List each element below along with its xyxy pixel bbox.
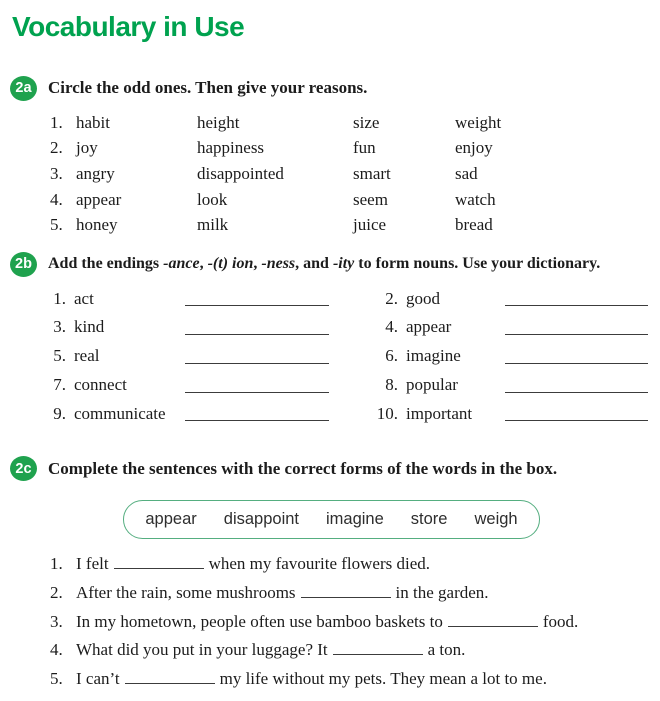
row-number: 5. [50,215,63,235]
exercise-2c [0,456,660,694]
sentence-number: 3. [50,611,63,631]
base-word: kind [74,317,105,337]
word-box-item: imagine [326,510,384,529]
sentence-text: After the rain, some mushrooms in the garden. [76,582,489,602]
word-box [123,500,540,539]
answer-blank [505,400,652,429]
word: seem [353,189,388,209]
exercise-badge-2c: 2c [10,456,37,481]
row-number: 1. [50,112,63,132]
word: disappointed [197,163,284,183]
sentence [50,550,650,579]
odd-one-row [50,187,660,213]
base-word: appear [406,317,452,337]
word: habit [76,112,110,132]
base-word: communicate [74,403,166,423]
item-number: 4. [385,317,398,337]
exercise-badge-2b: 2b [10,252,37,277]
word: height [197,112,240,132]
word: fun [353,138,376,158]
sentence [50,636,650,665]
noun-forming-row [48,400,652,429]
item-number: 7. [53,374,66,394]
word: sad [455,163,478,183]
word: joy [76,138,98,158]
noun-forming-row [48,285,652,314]
word: smart [353,163,391,183]
base-word: good [406,288,440,308]
word-box-item: store [410,510,448,529]
answer-blank [185,313,333,342]
row-number: 2. [50,138,63,158]
word: honey [76,215,118,235]
noun-forming-row [48,342,652,371]
base-word: act [74,288,94,308]
page-title: Vocabulary in Use [12,11,245,42]
item-number: 10. [376,403,398,423]
word-box-item: appear [145,510,197,529]
sentence-text: In my hometown, people often use bamboo baskets to food. [76,611,579,631]
base-word: connect [74,374,127,394]
item-number: 8. [385,374,398,394]
sentence-text: What did you put in your luggage? It a ton. [76,640,466,660]
answer-blank [185,342,333,371]
word: watch [455,189,496,209]
noun-forming-row [48,313,652,342]
answer-blank [505,313,652,342]
item-number: 2. [385,288,398,308]
item-number: 6. [385,346,398,366]
word-box-item: weigh [474,510,518,529]
exercise-2b-instruction: Add the endings -ance, -(t) ion, -ness, and -ity to form nouns. Use your dictionary. [48,255,601,273]
answer-blank [301,597,391,598]
row-number: 3. [50,163,63,183]
sentence-list [50,550,650,694]
answer-blank [505,342,652,371]
answer-blank [185,285,333,314]
word: appear [76,189,122,209]
sentence [50,608,650,637]
sentence [50,665,650,694]
odd-one-row [50,135,660,161]
word: happiness [197,138,265,158]
base-word: important [406,403,473,423]
exercise-2a [0,76,660,238]
item-number: 1. [53,288,66,308]
base-word: real [74,346,100,366]
word-box-item: disappoint [223,510,299,529]
noun-forming-list [48,285,652,429]
exercise-2a-instruction: Circle the odd ones. Then give your reasons. [48,78,368,98]
sentence-text: I felt when my favourite flowers died. [76,554,430,574]
word: milk [197,215,229,235]
base-word: imagine [406,346,461,366]
odd-one-row [50,110,660,136]
exercise-2b [0,252,660,429]
base-word: popular [406,374,458,394]
word: enjoy [455,138,493,158]
sentence-number: 5. [50,669,63,689]
odd-one-row [50,212,660,238]
exercise-2c-instruction: Complete the sentences with the correct forms of the words in the box. [48,458,558,478]
answer-blank [114,568,204,569]
answer-blank [125,683,215,684]
sentence-number: 4. [50,640,63,660]
sentence [50,579,650,608]
answer-blank [185,371,333,400]
noun-forming-row [48,371,652,400]
word: look [197,189,228,209]
word: weight [455,112,502,132]
word: juice [353,215,387,235]
exercise-2a-header [10,76,660,101]
answer-blank [333,654,423,655]
exercise-badge-2a: 2a [10,76,37,101]
odd-one-out-list [50,110,660,238]
sentence-text: I can’t my life without my pets. They mean a lot to me. [76,669,547,689]
answer-blank [448,626,538,627]
row-number: 4. [50,189,63,209]
item-number: 3. [53,317,66,337]
sentence-number: 2. [50,582,63,602]
word: angry [76,163,115,183]
answer-blank [505,371,652,400]
exercise-2b-header [10,252,660,277]
item-number: 5. [53,346,66,366]
answer-blank [185,400,333,429]
odd-one-row [50,161,660,187]
answer-blank [505,285,652,314]
item-number: 9. [53,403,66,423]
exercise-2c-header [10,456,660,481]
word: size [353,112,380,132]
sentence-number: 1. [50,554,63,574]
word: bread [455,215,493,235]
